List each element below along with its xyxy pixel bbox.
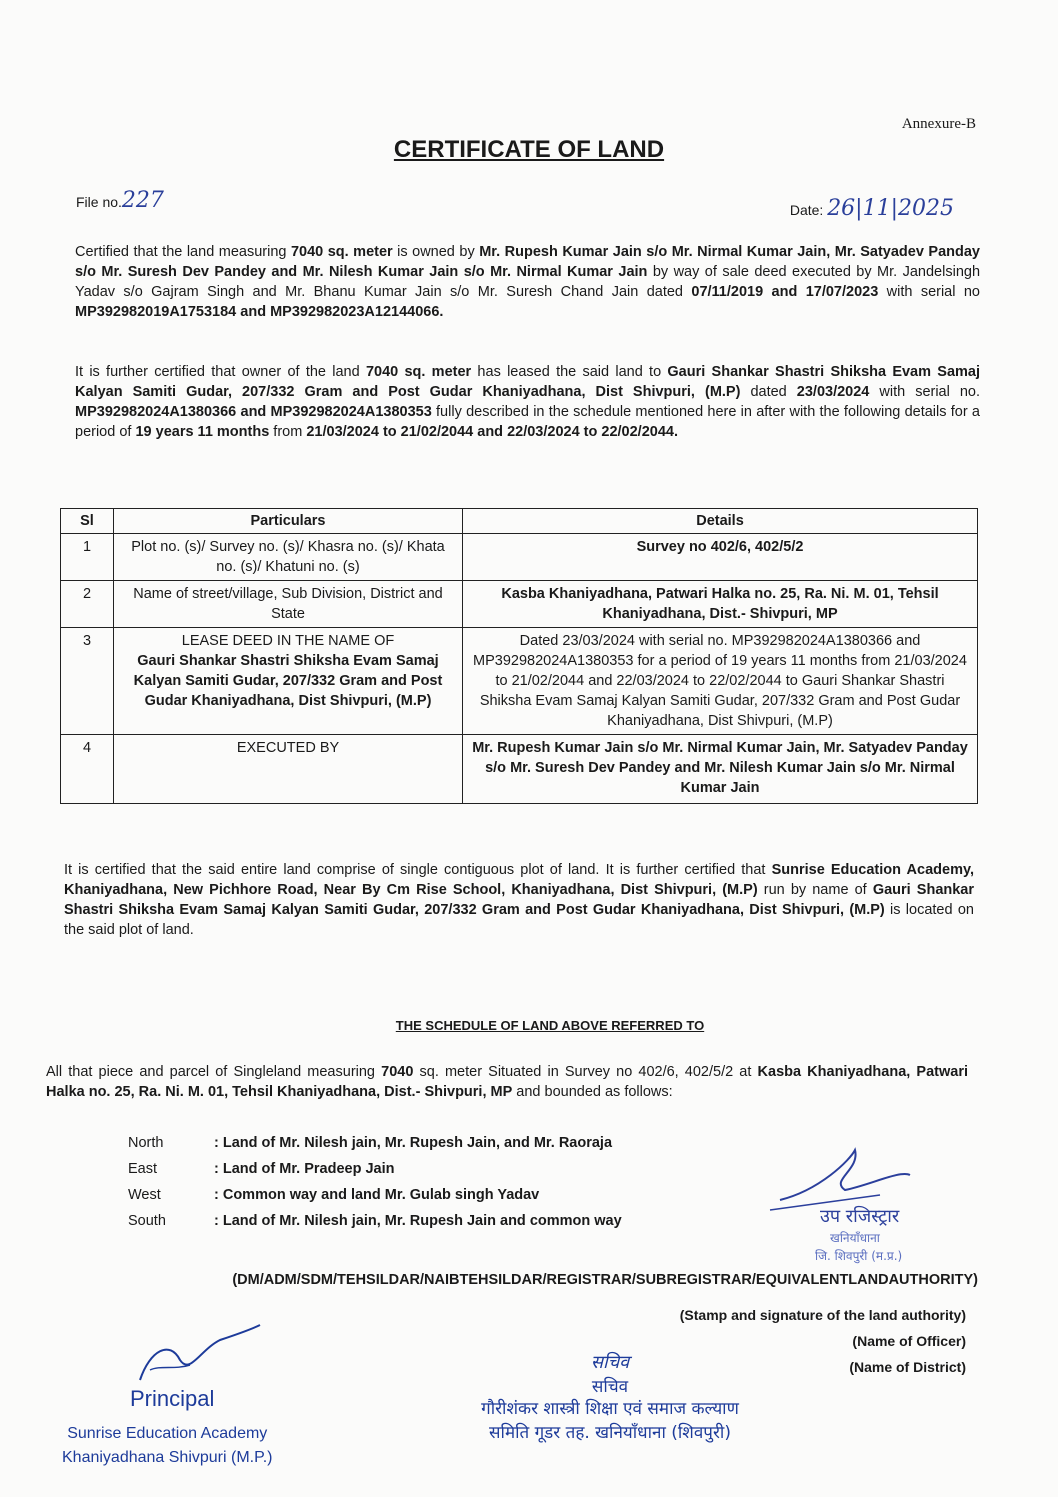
header-sl: Sl [61,509,114,534]
file-number [76,188,164,213]
society-name-line-2: समिति गूडर तह. खनियाँधाना (शिवपुरी) [489,1423,731,1443]
row-sl: 1 [61,534,114,581]
society-name-line-1: गौरीशंकर शास्त्री शिक्षा एवं समाज कल्याण [481,1399,739,1419]
date-label: Date: [789,202,824,218]
page-title: CERTIFICATE OF LAND [393,136,665,163]
header-details: Details [463,509,978,534]
date-field [790,196,954,221]
bold-run: MP392982024A1380366 and MP392982024A1380353 [75,404,432,420]
society-stamp [420,1350,800,1445]
boundary-east [128,1156,622,1182]
row-details: Dated 23/03/2024 with serial no. MP392982024A1380366 and MP392982024A1380353 for a period of 19 years 11 months from 21/03/2024 to 21/02/2044 and 22/03/2024 to 22/02/2044 to Gauri Shankar Shastri Shiksha Evam Samaj Kalyan Samiti Gudar, 207/332 Gram and Post Gudar Khaniyadhana, Dist Shivpuri, (M.P) [463,628,978,735]
boundary-direction: North [128,1135,164,1151]
annexure-label: Annexure-B [901,116,976,132]
particulars-heading: LEASE DEED IN THE NAME OF [181,633,395,649]
row-particulars: EXECUTED BY [114,735,463,804]
school-name: Sunrise Education Academy [67,1425,268,1442]
text-run: from [269,424,307,440]
bold-run: 7040 sq. meter [365,364,472,380]
table-row [61,628,978,735]
text-run: It is certified that the said entire land comprise of single contiguous plot of land. It is further certified that [64,862,772,878]
boundary-text: : Land of Mr. Nilesh jain, Mr. Rupesh Jain and common way [214,1213,622,1229]
land-details-table [60,508,978,804]
text-run: dated [740,384,797,400]
row-details [463,581,978,628]
bold-run: 07/11/2019 and 17/07/2023 [691,284,879,300]
text-run: has leased the said land to [471,364,668,380]
bold-run: 7040 [381,1064,414,1080]
land-authority-designation: (DM/ADM/SDM/TEHSILDAR/NAIBTEHSILDAR/REGISTRAR/SUBREGISTRAR/EQUIVALENTLANDAUTHORITY) [232,1272,978,1288]
details-text: Kasba Khaniyadhana, Patwari Halka no. 25, Ra. Ni. M. 01, Tehsil Khaniyadhana, Dist.- Shivpuri, MP [501,586,939,622]
boundary-west [128,1182,622,1208]
bold-run: 23/03/2024 [796,384,870,400]
text-run: with serial no [878,284,980,300]
schedule-paragraph [46,1062,968,1102]
ownership-paragraph [75,242,980,322]
boundary-text: : Land of Mr. Pradeep Jain [214,1161,395,1177]
bold-run: 19 years 11 months [135,424,270,440]
text-run: and bounded as follows: [512,1084,673,1100]
seal-line-2: खनियाँधाना [830,1231,880,1245]
text-run: by way of sale deed executed by Mr. Jandelsingh Yadav s/o Gajram Singh and Mr. Bhanu Kumar Jain s/o Mr. Suresh Chand Jain dated [75,264,981,300]
table-row [61,534,978,581]
seal-line-3: जि. शिवपुरी (म.प्र.) [815,1249,903,1263]
details-text: Survey no 402/6, 402/5/2 [636,539,804,555]
text-run: is located on the said plot of land. [64,902,974,938]
particulars-lessee: Gauri Shankar Shastri Shiksha Evam Samaj Kalyan Samiti Gudar, 207/332 Gram and Post Gudar Khaniyadhana, Dist Shivpuri, (M.P) [133,653,443,709]
table-row [61,581,978,628]
school-stamp [62,1422,273,1470]
row-particulars: Plot no. (s)/ Survey no. (s)/ Khasra no. (s)/ Khata no. (s)/ Khatuni no. (s) [114,534,463,581]
text-run: All that piece and parcel of Singleland measuring [46,1064,382,1080]
boundary-direction: West [128,1187,161,1203]
bold-run: 7040 sq. meter [290,244,393,260]
row-sl: 3 [61,628,114,735]
row-sl: 2 [61,581,114,628]
row-particulars [114,628,463,735]
date-value: 26|11|2025 [827,196,954,221]
boundary-north [128,1130,622,1156]
bold-run: Kasba Khaniyadhana, Patwari Halka no. 25, Ra. Ni. M. 01, Tehsil Khaniyadhana, Dist.- Shivpuri, MP [46,1064,969,1100]
header-particulars: Particulars [114,509,463,534]
schedule-title: THE SCHEDULE OF LAND ABOVE REFERRED TO [395,1018,705,1033]
boundary-direction: South [128,1213,166,1229]
text-run: run by name of [757,882,873,898]
boundary-south [128,1208,622,1234]
row-details [463,534,978,581]
lease-paragraph [75,362,980,442]
stamp-note: (Stamp and signature of the land authority) [679,1307,966,1323]
secretary-signature: सचिव [590,1352,630,1373]
bold-run: 21/03/2024 to 21/02/2044 and 22/03/2024 to 22/02/2044. [306,424,678,440]
bold-run: Mr. Rupesh Kumar Jain s/o Mr. Nirmal Kumar Jain, Mr. Satyadev Panday s/o Mr. Suresh Dev Pandey and Mr. Nilesh Kumar Jain s/o Mr. Nirmal Kumar Jain [75,244,980,280]
text-run: with serial no. [869,384,981,400]
text-run: is owned by [392,244,480,260]
details-text: Mr. Rupesh Kumar Jain s/o Mr. Nirmal Kumar Jain, Mr. Satyadev Panday s/o Mr. Suresh Dev Pandey and Mr. Nilesh Kumar Jain s/o Mr. Nirmal Kumar Jain [472,740,968,796]
seal-line-1: उप रजिस्ट्रार [820,1206,900,1227]
bold-run: Sunrise Education Academy, Khaniyadhana, New Pichhore Road, Near By Cm Rise School, Khaniyadhana, Dist Shivpuri, (M.P) [64,862,974,898]
registrar-seal [760,1140,960,1270]
secretary-title: सचिव [591,1377,629,1397]
principal-title: Principal [130,1386,215,1411]
location-paragraph [64,860,974,940]
file-value: 227 [121,188,164,213]
table-header-row [61,509,978,534]
row-particulars: Name of street/village, Sub Division, District and State [114,581,463,628]
school-location: Khaniyadhana Shivpuri (M.P.) [62,1449,273,1466]
text-run: sq. meter Situated in Survey no 402/6, 402/5/2 at [413,1064,758,1080]
text-run: It is further certified that owner of the land [75,364,366,380]
boundary-text: : Common way and land Mr. Gulab singh Yadav [214,1187,540,1203]
table-row [61,735,978,804]
row-sl: 4 [61,735,114,804]
file-label: File no. [76,194,122,210]
row-details [463,735,978,804]
text-run: Certified that the land measuring [75,244,291,260]
bold-run: Gauri Shankar Shastri Shiksha Evam Samaj Kalyan Samiti Gudar, 207/332 Gram and Post Gudar Khaniyadhana, Dist Shivpuri, (M.P) [64,882,975,918]
principal-signature [120,1320,270,1390]
boundaries-list [128,1130,622,1234]
boundary-text: : Land of Mr. Nilesh jain, Mr. Rupesh Jain, and Mr. Raoraja [214,1135,613,1151]
text-run: fully described in the schedule mentioned here in after with the following details for a period of [75,404,980,440]
bold-run: Gauri Shankar Shastri Shiksha Evam Samaj Kalyan Samiti Gudar, 207/332 Gram and Post Gudar Khaniyadhana, Dist Shivpuri, (M.P) [75,364,980,400]
boundary-direction: East [128,1161,158,1177]
bold-run: MP392982019A1753184 and MP392982023A12144066. [75,304,444,320]
district-name-label: (Name of District) [849,1359,966,1375]
officer-name-label: (Name of Officer) [852,1333,966,1349]
